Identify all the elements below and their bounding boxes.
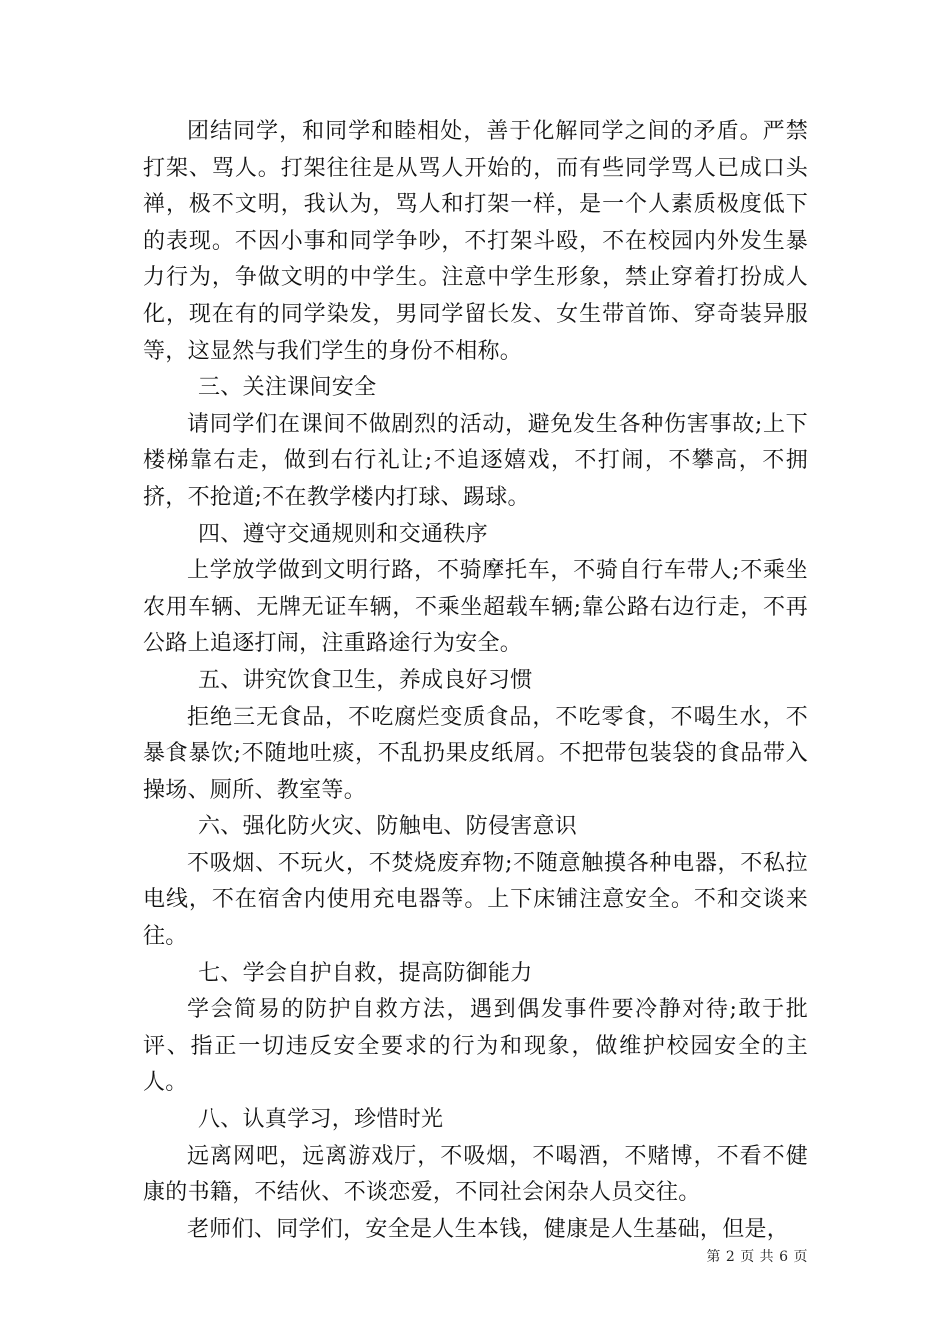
paragraph-traffic-rules: 上学放学做到文明行路，不骑摩托车，不骑自行车带人;不乘坐农用车辆、无牌无证车辆，不乘坐超载车辆;靠公路右边行走，不再公路上追逐打闹，注重路途行为安全。 xyxy=(143,558,808,657)
page-number-footer: 第 2 页 共 6 页 xyxy=(706,1249,808,1265)
paragraph-closing: 老师们、同学们，安全是人生本钱，健康是人生基础，但是， xyxy=(187,1216,790,1242)
heading-break-safety: 三、关注课间安全 xyxy=(198,375,377,401)
paragraph-food-hygiene: 拒绝三无食品，不吃腐烂变质食品，不吃零食，不喝生水，不暴食暴饮;不随地吐痰，不乱扔果皮纸屑。不把带包装袋的食品带入操场、厕所、教室等。 xyxy=(143,704,808,803)
paragraph-study: 远离网吧，远离游戏厅，不吸烟，不喝酒，不赌博，不看不健康的书籍，不结伙、不谈恋爱，不同社会闲杂人员交往。 xyxy=(143,1143,808,1206)
document-body xyxy=(143,114,808,1248)
paragraph-unity: 团结同学，和同学和睦相处，善于化解同学之间的矛盾。严禁打架、骂人。打架往往是从骂人开始的，而有些同学骂人已成口头禅，极不文明，我认为，骂人和打架一样，是一个人素质极度低下的表现。不因小事和同学争吵，不打架斗殴，不在校园内外发生暴力行为，争做文明的中学生。注意中学生形象，禁止穿着打扮成人化，现在有的同学染发，男同学留长发、女生带首饰、穿奇装异服等，这显然与我们学生的身份不相称。 xyxy=(143,119,808,364)
paragraph-break-safety: 请同学们在课间不做剧烈的活动，避免发生各种伤害事故;上下楼梯靠右走，做到右行礼让;不追逐嬉戏，不打闹，不攀高，不拥挤，不抢道;不在教学楼内打球、踢球。 xyxy=(143,411,808,510)
paragraph-fire-electric: 不吸烟、不玩火，不焚烧废弃物;不随意触摸各种电器，不私拉电线，不在宿舍内使用充电器等。上下床铺注意安全。不和交谈来往。 xyxy=(143,850,808,950)
heading-food-hygiene: 五、讲究饮食卫生，养成良好习惯 xyxy=(198,667,533,693)
heading-self-protection: 七、学会自护自救，提高防御能力 xyxy=(198,960,533,986)
paragraph-self-protection: 学会简易的防护自救方法，遇到偶发事件要冷静对待;敢于批评、指正一切违反安全要求的行为和现象，做维护校园安全的主人。 xyxy=(143,997,808,1096)
heading-traffic-rules: 四、遵守交通规则和交通秩序 xyxy=(198,521,488,547)
heading-fire-electric: 六、强化防火灾、防触电、防侵害意识 xyxy=(198,814,578,840)
heading-study: 八、认真学习，珍惜时光 xyxy=(198,1107,444,1133)
